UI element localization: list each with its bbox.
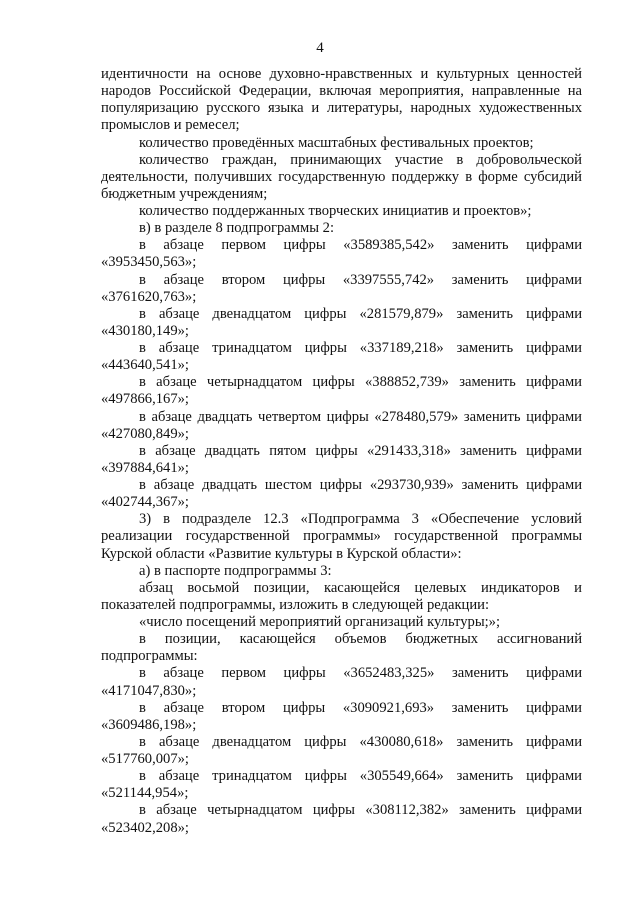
text-line: в абзаце втором цифры «3090921,693» заменить цифрами	[139, 699, 582, 716]
text-line: «3953450,563»;	[101, 254, 197, 271]
text-line: «430180,149»;	[101, 322, 189, 339]
text-line: «443640,541»;	[101, 357, 189, 374]
text-line: «497866,167»;	[101, 391, 189, 408]
text-line: в абзаце четырнадцатом цифры «308112,382» заменить цифрами	[139, 802, 582, 819]
text-line: в позиции, касающейся объемов бюджетных ассигнований	[139, 631, 582, 648]
text-line: показателей подпрограммы, изложить в следующей редакции:	[101, 596, 490, 613]
text-line: подпрограммы:	[101, 648, 198, 665]
text-line: популяризацию русского языка и литературы, народных художественных	[101, 100, 582, 117]
text-line: в абзаце четырнадцатом цифры «388852,739» заменить цифрами	[139, 374, 582, 391]
text-line: в абзаце первом цифры «3589385,542» заменить цифрами	[139, 237, 582, 254]
text-line: реализации государственной программы» государственной программы	[101, 528, 582, 545]
text-line: «523402,208»;	[101, 819, 189, 836]
text-line: «402744,367»;	[101, 494, 189, 511]
text-line: а) в паспорте подпрограммы 3:	[139, 562, 332, 579]
text-line: абзац восьмой позиции, касающейся целевых индикаторов и	[139, 579, 582, 596]
text-line: 3) в подразделе 12.3 «Подпрограмма 3 «Обеспечение условий	[139, 511, 582, 528]
text-line: «3609486,198»;	[101, 716, 197, 733]
document-body	[101, 66, 582, 837]
text-line: в абзаце двадцать четвертом цифры «278480,579» заменить цифрами	[139, 408, 582, 425]
text-line: в абзаце двадцать шестом цифры «293730,939» заменить цифрами	[139, 477, 582, 493]
text-line: «число посещений мероприятий организаций культуры;»;	[139, 614, 501, 630]
text-line: «427080,849»;	[101, 425, 189, 442]
text-line: «521144,954»;	[101, 785, 189, 802]
text-line: промыслов и ремесел;	[101, 117, 240, 134]
text-line: количество граждан, принимающих участие в добровольческой	[139, 151, 582, 168]
text-line: «3761620,763»;	[101, 288, 197, 305]
text-line: в абзаце втором цифры «3397555,742» заменить цифрами	[139, 271, 582, 288]
text-line: Курской области «Развитие культуры в Курской области»:	[101, 545, 462, 562]
text-line: в абзаце тринадцатом цифры «337189,218» заменить цифрами	[139, 340, 582, 356]
text-line: в абзаце двенадцатом цифры «430080,618» заменить цифрами	[139, 733, 582, 750]
text-line: в абзаце первом цифры «3652483,325» заменить цифрами	[139, 665, 582, 682]
text-line: деятельности, получивших государственную поддержку в форме субсидий	[101, 168, 582, 185]
text-line: «4171047,830»;	[101, 682, 197, 699]
text-line: бюджетным учреждениям;	[101, 185, 268, 202]
text-line: в абзаце двадцать пятом цифры «291433,318» заменить цифрами	[139, 442, 582, 459]
text-line: идентичности на основе духовно-нравственных и культурных ценностей	[101, 66, 582, 82]
text-line: в абзаце двенадцатом цифры «281579,879» заменить цифрами	[139, 305, 582, 322]
text-line: «517760,007»;	[101, 751, 189, 767]
text-line: в) в разделе 8 подпрограммы 2:	[139, 220, 335, 237]
text-line: количество поддержанных творческих инициатив и проектов»;	[139, 203, 532, 219]
text-line: в абзаце тринадцатом цифры «305549,664» заменить цифрами	[139, 768, 582, 785]
page-number: 4	[316, 40, 324, 56]
text-line: народов Российской Федерации, включая мероприятия, направленные на	[101, 83, 582, 100]
text-line: «397884,641»;	[101, 459, 189, 476]
text-line: количество проведённых масштабных фестивальных проектов;	[139, 134, 534, 151]
